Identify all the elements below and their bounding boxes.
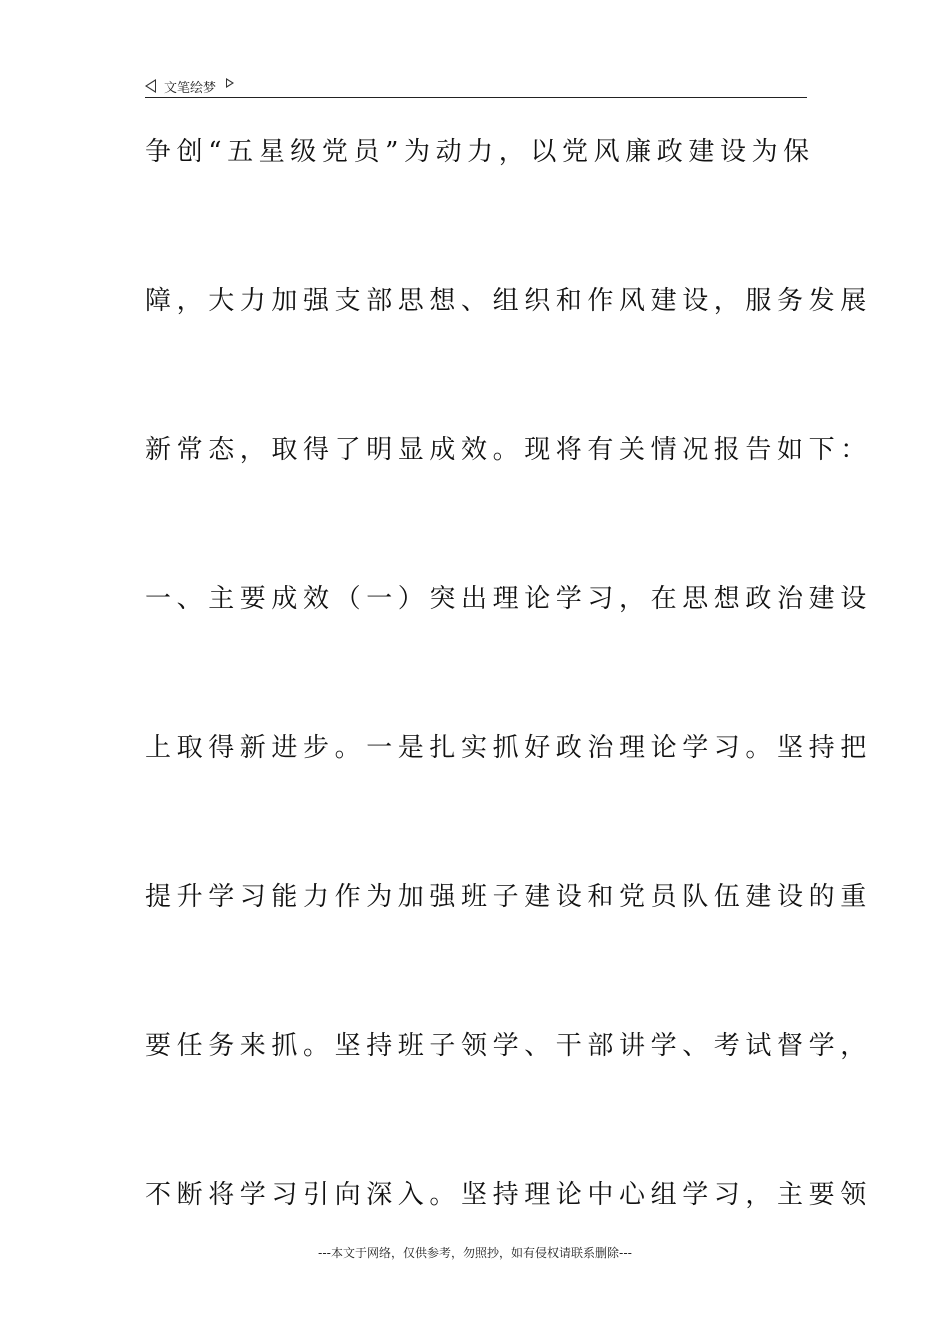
body-line: 上取得新进步。一是扎实抓好政治理论学习。坚持把 <box>145 733 872 763</box>
right-triangle-icon <box>226 78 234 88</box>
document-body <box>145 130 872 1322</box>
header-title: 文笔绘梦 <box>164 80 217 96</box>
body-line: 新常态，取得了明显成效。现将有关情况报告如下： <box>145 435 872 465</box>
header-divider <box>145 97 807 98</box>
body-line: 一、主要成效（一）突出理论学习，在思想政治建设 <box>145 584 872 614</box>
left-triangle-icon <box>145 79 156 93</box>
body-line: 不断将学习引向深入。坚持理论中心组学习，主要领 <box>145 1180 872 1210</box>
body-line: 障，大力加强支部思想、组织和作风建设，服务发展 <box>145 286 872 316</box>
body-line: 争创“五星级党员”为动力，以党风廉政建设为保 <box>145 137 815 167</box>
body-line: 提升学习能力作为加强班子建设和党员队伍建设的重 <box>145 882 872 912</box>
body-line: 要任务来抓。坚持班子领学、干部讲学、考试督学， <box>145 1031 872 1061</box>
footer-disclaimer: ---本文于网络，仅供参考，勿照抄，如有侵权请联系删除--- <box>318 1246 632 1260</box>
page-header <box>145 74 807 98</box>
